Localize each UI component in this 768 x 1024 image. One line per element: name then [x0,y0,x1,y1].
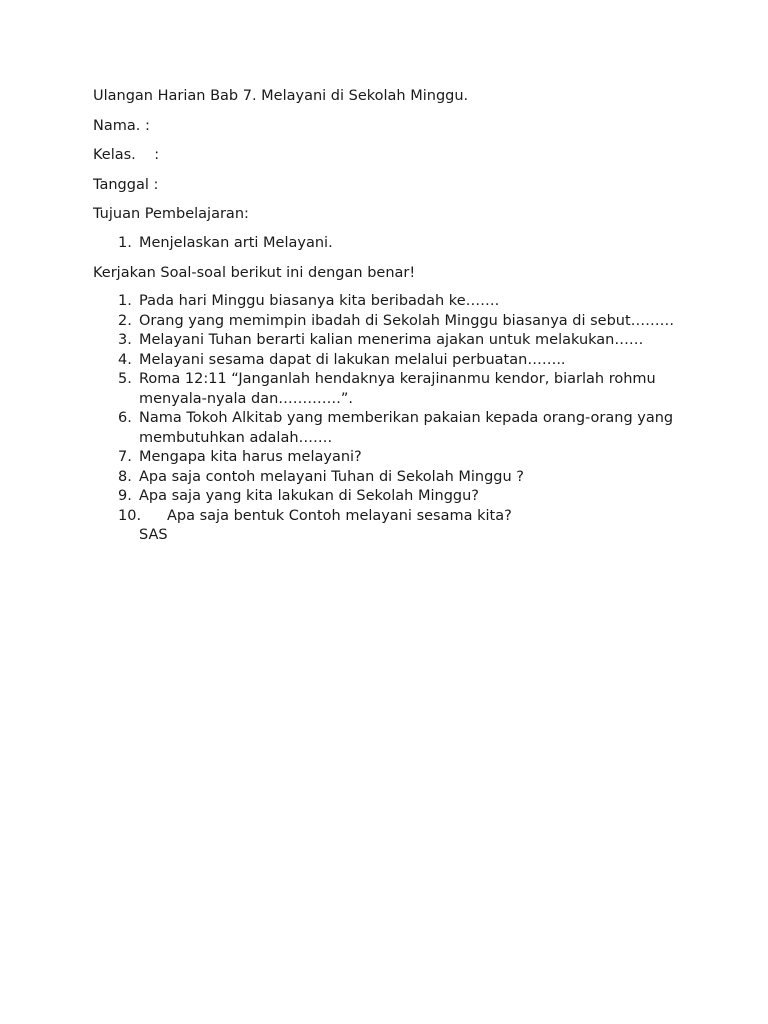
list-number: 2. [118,312,132,329]
list-text: Melayani sesama dapat di lakukan melalui perbuatan…….. [139,351,566,368]
objective-list [93,234,683,254]
list-number: 10. [118,507,142,524]
list-number: 5. [118,371,132,387]
question-list [93,292,683,526]
list-item [93,370,683,409]
list-number: 1. [118,293,132,309]
list-text: Apa saja bentuk Contoh melayani sesama kita? [167,507,512,524]
field-nama [93,116,683,136]
list-item [93,507,683,527]
list-text: Pada hari Minggu biasanya kita beribadah ke……. [139,293,500,309]
list-number: 4. [118,351,132,368]
field-label: Kelas. [93,147,136,163]
objective-heading: Tujuan Pembelajaran: [93,206,249,222]
list-item [93,409,683,448]
list-text: Apa saja contoh melayani Tuhan di Sekolah Minggu ? [139,468,525,485]
list-text: Menjelaskan arti Melayani. [139,234,333,251]
list-text: Apa saja yang kita lakukan di Sekolah Minggu? [139,488,479,504]
field-colon: : [135,147,160,163]
list-item [93,468,683,488]
list-number: 1. [118,234,132,251]
list-text: Roma 12:11 “Janganlah hendaknya kerajinanmu kendor, biarlah rohmu menyala-nyala dan………….”. [139,371,656,407]
list-number: 9. [118,488,132,504]
list-text: Orang yang memimpin ibadah di Sekolah Minggu biasanya di sebut……… [139,312,675,329]
list-item [93,331,683,351]
field-kelas [93,145,683,165]
list-number: 7. [118,449,132,465]
list-item [93,487,683,507]
list-number: 3. [118,332,132,348]
list-item [93,312,683,332]
instruction-text: Kerjakan Soal-soal berikut ini dengan benar! [93,264,416,281]
list-text: Mengapa kita harus melayani? [139,449,362,465]
field-colon: : [140,117,150,134]
list-item [93,234,683,254]
list-number: 8. [118,468,132,485]
signature-text: SAS [139,527,168,543]
list-text: Nama Tokoh Alkitab yang memberikan pakaian kepada orang-orang yang membutuhkan adalah……. [139,410,674,446]
field-label: Nama. [93,117,141,134]
list-item [93,351,683,371]
list-text: Melayani Tuhan berarti kalian menerima ajakan untuk melakukan…… [139,332,644,348]
list-item [93,448,683,468]
field-label: Tanggal [93,176,149,193]
list-number: 6. [118,410,132,426]
document-title: Ulangan Harian Bab 7. Melayani di Sekolah Minggu. [93,88,469,104]
field-colon: : [148,176,159,193]
field-tanggal [93,175,683,195]
document-page [93,86,683,546]
list-item [93,292,683,312]
